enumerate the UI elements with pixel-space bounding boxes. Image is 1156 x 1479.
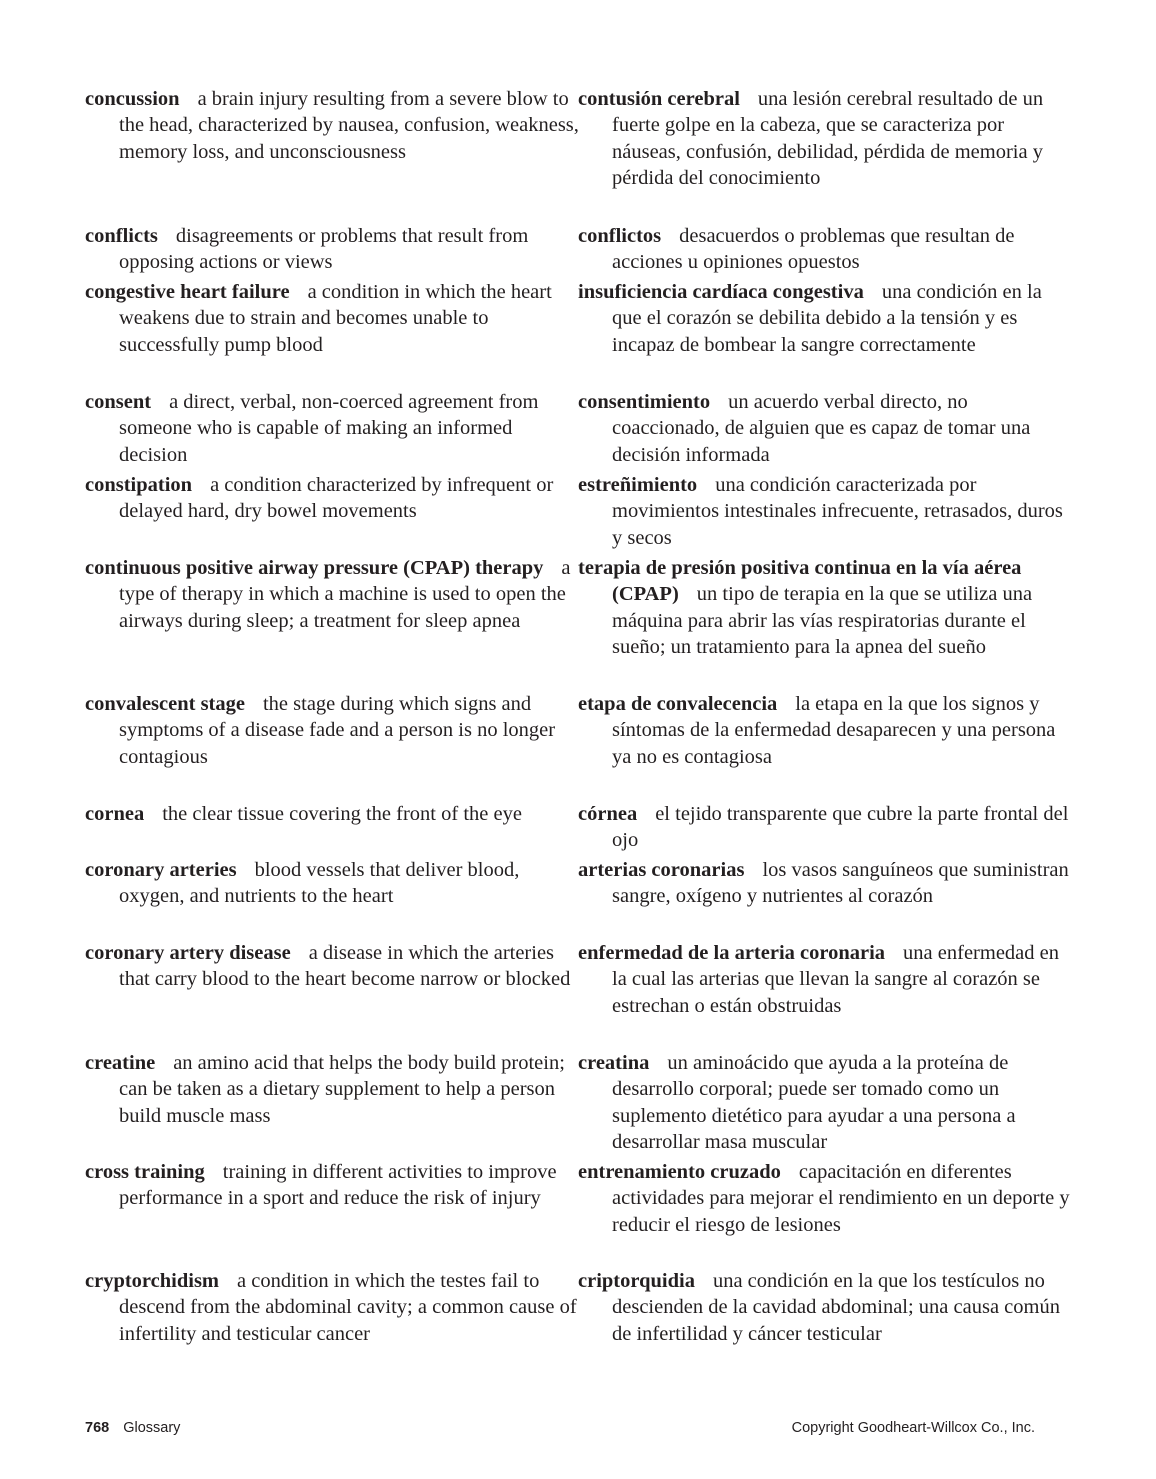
entry-term: cryptorchidism — [85, 1270, 220, 1292]
entry-definition: an amino acid that helps the body build protein; can be taken as a dietary supplement to help a person build muscle mass — [119, 1052, 565, 1127]
glossary-entry-conflicts — [85, 223, 581, 276]
entry-definition: the stage during which signs and symptoms of a disease fade and a person is no longer contagious — [119, 693, 556, 768]
entry-term: enfermedad de la arteria coronaria — [578, 942, 886, 964]
glossary-entry-cornea — [85, 801, 581, 827]
entry-definition: disagreements or problems that result from opposing actions or views — [119, 225, 529, 274]
page-footer — [85, 1416, 1035, 1440]
glossary-entry-consentimiento — [578, 389, 1074, 468]
entry-term: estreñimiento — [578, 474, 698, 496]
entry-term: terapia de presión positiva continua en la vía aérea (CPAP) — [578, 557, 1022, 606]
glossary-entry-coronary-artery-disease — [85, 940, 581, 993]
glossary-entry-contusion-cerebral — [578, 86, 1074, 191]
glossary-entry-cryptorchidism — [85, 1268, 581, 1347]
glossary-entry-cornea-es — [578, 801, 1074, 854]
entry-definition: una enfermedad en la cual las arterias que llevan la sangre al corazón se estrechan o están obstruidas — [612, 942, 1059, 1017]
entry-term: coronary arteries — [85, 859, 237, 881]
entry-definition: un acuerdo verbal directo, no coaccionado, de alguien que es capaz de tomar una decisión informada — [612, 391, 1031, 466]
glossary-entry-creatina — [578, 1050, 1074, 1155]
glossary-entry-cpap-therapy — [85, 555, 581, 634]
glossary-entry-estrenimiento — [578, 472, 1074, 551]
entry-definition: desacuerdos o problemas que resultan de acciones u opiniones opuestos — [612, 225, 1015, 274]
entry-definition: a condition in which the heart weakens due to strain and becomes unable to successfully pump blood — [119, 281, 552, 356]
footer-section-title: Glossary — [123, 1420, 181, 1436]
entry-term: insuficiencia cardíaca congestiva — [578, 281, 864, 303]
footer-left — [85, 1416, 180, 1440]
glossary-entry-creatine — [85, 1050, 581, 1129]
glossary-entry-cross-training — [85, 1159, 581, 1212]
entry-definition: una condición caracterizada por movimientos intestinales infrecuente, retrasados, duros y secos — [612, 474, 1063, 549]
glossary-entry-enfermedad-arteria-coronaria — [578, 940, 1074, 1019]
copyright-notice: Copyright Goodheart-Willcox Co., Inc. — [791, 1420, 1035, 1436]
entry-definition: el tejido transparente que cubre la parte frontal del ojo — [612, 803, 1069, 852]
entry-term: cornea — [85, 803, 145, 825]
entry-definition: a type of therapy in which a machine is used to open the airways during sleep; a treatment for sleep apnea — [119, 557, 571, 632]
glossary-entry-congestive-heart-failure — [85, 279, 581, 358]
entry-definition: a condition in which the testes fail to descend from the abdominal cavity; a common cause of infertility and testicular cancer — [119, 1270, 577, 1345]
entry-definition: la etapa en la que los signos y síntomas de la enfermedad desaparecen y una persona ya no es contagiosa — [612, 693, 1056, 768]
entry-term: consent — [85, 391, 152, 413]
entry-definition: a disease in which the arteries that carry blood to the heart become narrow or blocked — [119, 942, 571, 991]
glossary-entry-arterias-coronarias — [578, 857, 1074, 910]
glossary-entry-convalescent-stage — [85, 691, 581, 770]
glossary-entry-coronary-arteries — [85, 857, 581, 910]
entry-definition: un aminoácido que ayuda a la proteína de desarrollo corporal; puede ser tomado como un suplemento dietético para ayudar a una persona a desarrollar masa muscular — [612, 1052, 1016, 1153]
glossary-entry-insuficiencia-cardiaca — [578, 279, 1074, 358]
entry-definition: una condición en la que el corazón se debilita debido a la tensión y es incapaz de bombear la sangre correctamente — [612, 281, 1042, 356]
entry-definition: the clear tissue covering the front of the eye — [162, 803, 522, 825]
entry-term: creatina — [578, 1052, 650, 1074]
glossary-entry-terapia-cpap — [578, 555, 1074, 660]
entry-definition: capacitación en diferentes actividades para mejorar el rendimiento en un deporte y reducir el riesgo de lesiones — [612, 1161, 1070, 1236]
entry-term: creatine — [85, 1052, 156, 1074]
entry-term: convalescent stage — [85, 693, 245, 715]
entry-definition: training in different activities to improve performance in a sport and reduce the risk of injury — [119, 1161, 557, 1210]
entry-definition: una lesión cerebral resultado de un fuerte golpe en la cabeza, que se caracteriza por náuseas, confusión, debilidad, pérdida de memoria y pérdida del conocimiento — [612, 88, 1044, 189]
entry-term: consentimiento — [578, 391, 711, 413]
entry-definition: una condición en la que los testículos no descienden de la cavidad abdominal; una causa común de infertilidad y cáncer testicular — [612, 1270, 1060, 1345]
glossary-entry-entrenamiento-cruzado — [578, 1159, 1074, 1238]
entry-term: criptorquidia — [578, 1270, 695, 1292]
glossary-entry-criptorquidia — [578, 1268, 1074, 1347]
entry-term: córnea — [578, 803, 638, 825]
entry-term: constipation — [85, 474, 193, 496]
entry-term: conflictos — [578, 225, 662, 247]
entry-definition: blood vessels that deliver blood, oxygen, and nutrients to the heart — [119, 859, 520, 908]
glossary-entry-constipation — [85, 472, 581, 525]
entry-term: cross training — [85, 1161, 205, 1183]
entry-definition: a condition characterized by infrequent or delayed hard, dry bowel movements — [119, 474, 554, 523]
glossary-entry-conflictos — [578, 223, 1074, 276]
page-number: 768 — [85, 1420, 110, 1436]
entry-term: contusión cerebral — [578, 88, 740, 110]
glossary-entry-etapa-convalecencia — [578, 691, 1074, 770]
entry-term: arterias coronarias — [578, 859, 745, 881]
glossary-entry-concussion — [85, 86, 581, 165]
entry-definition: los vasos sanguíneos que suministran sangre, oxígeno y nutrientes al corazón — [612, 859, 1069, 908]
glossary-entry-consent — [85, 389, 581, 468]
entry-definition: a brain injury resulting from a severe blow to the head, characterized by nausea, confusion, weakness, memory loss, and unconsciousness — [119, 88, 579, 163]
entry-term: concussion — [85, 88, 180, 110]
entry-term: continuous positive airway pressure (CPAP) therapy — [85, 557, 544, 579]
entry-term: entrenamiento cruzado — [578, 1161, 781, 1183]
entry-definition: a direct, verbal, non-coerced agreement from someone who is capable of making an informed decision — [119, 391, 539, 466]
entry-term: etapa de convalecencia — [578, 693, 778, 715]
entry-term: conflicts — [85, 225, 158, 247]
entry-term: congestive heart failure — [85, 281, 290, 303]
entry-definition: un tipo de terapia en la que se utiliza una máquina para abrir las vías respiratorias durante el sueño; un tratamiento para la apnea del sueño — [612, 583, 1033, 658]
entry-term: coronary artery disease — [85, 942, 291, 964]
